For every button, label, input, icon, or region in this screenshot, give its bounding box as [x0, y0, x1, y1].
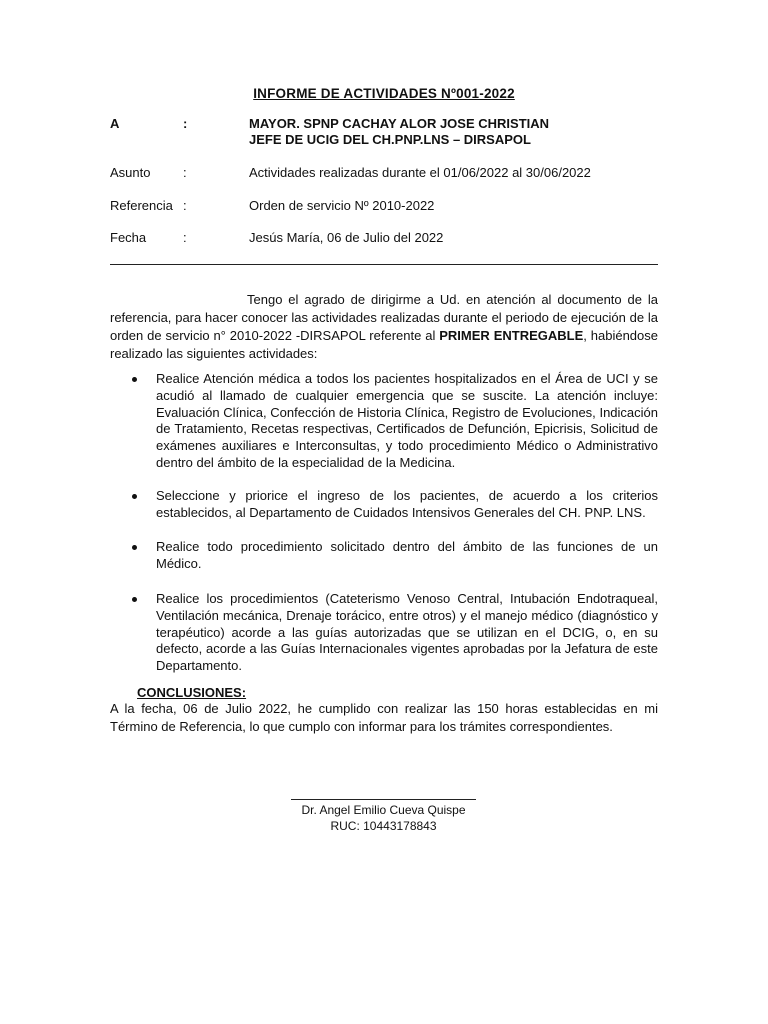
activity-text: Realice Atención médica a todos los pacientes hospitalizados en el Área de UCI y se acudió al llamado de cualquier emergencia que se suscite. La atención incluye: Evaluación Clínica, Confección de Historia Clínica, Registro de Evoluciones, Indicación de Tratamiento, Recetas respectivas, Certificados de Defunción, Epicrisis, Solicitud de exámenes auxiliares e Interconsultas, y todo procedimiento Médico o Administrativo dentro del ámbito de la especialidad de la Medicina. — [156, 371, 658, 470]
subject-colon: : — [183, 165, 187, 180]
signer-name: Dr. Angel Emilio Cueva Quispe — [301, 803, 466, 817]
list-item — [110, 591, 658, 675]
subject-label: Asunto — [110, 165, 151, 180]
intro-paragraph — [110, 291, 658, 363]
activity-text: Seleccione y priorice el ingreso de los pacientes, de acuerdo a los criterios establecidos, al Departamento de Cuidados Intensivos Generales del CH. PNP. LNS. — [156, 487, 658, 520]
conclusions-heading: CONCLUSIONES: — [137, 685, 247, 700]
reference-colon: : — [183, 198, 187, 213]
activity-text: Realice todo procedimiento solicitado dentro del ámbito de las funciones de un Médico. — [156, 539, 658, 572]
list-item — [110, 371, 658, 472]
conclusions-text: A la fecha, 06 de Julio 2022, he cumplido con realizar las 150 horas establecidas en mi Término de Referencia, lo que cumplo con informar para los trámites correspondientes. — [110, 701, 658, 734]
list-item — [110, 539, 658, 573]
to-recipient-name: MAYOR. SPNP CACHAY ALOR JOSE CHRISTIAN — [249, 116, 550, 131]
reference-label: Referencia — [110, 198, 173, 213]
intro-text-end: , habiéndose realizado las siguientes actividades: — [110, 328, 658, 361]
activity-text: Realice los procedimientos (Cateterismo Venoso Central, Intubación Endotraqueal, Ventilación mecánica, Drenaje torácico, entre otros) y el manejo médico (diagnóstico y terapéutico) acorde a las guías autorizadas que se utilizan en el DCIG, o, en su defecto, acorde a las Guías Internacionales vigentes aprobadas por la Jefatura de este Departamento. — [156, 590, 658, 674]
subject-value: Actividades realizadas durante el 01/06/2022 al 30/06/2022 — [249, 165, 591, 180]
signature-line — [291, 799, 476, 800]
signer-ruc: RUC: 10443178843 — [330, 819, 437, 833]
list-item — [110, 488, 658, 522]
intro-text-start: Tengo el agrado de dirigirme a Ud. en atención al documento de la referencia, para hacer conocer las actividades realizadas durante el periodo de ejecución de la orden de servicio n° 2010-2022 -DIRSAPOL referente al — [110, 292, 658, 343]
to-recipient-position: JEFE DE UCIG DEL CH.PNP.LNS – DIRSAPOL — [249, 132, 531, 147]
bullet-icon — [132, 545, 137, 550]
date-colon: : — [183, 230, 187, 245]
document-title: INFORME DE ACTIVIDADES Nº001-2022 — [253, 86, 515, 101]
date-label: Fecha — [110, 230, 147, 245]
bullet-icon — [132, 377, 137, 382]
reference-value: Orden de servicio Nº 2010-2022 — [249, 198, 435, 213]
to-label: A — [110, 116, 120, 131]
to-colon: : — [183, 116, 188, 131]
header-divider — [110, 264, 658, 265]
bullet-icon — [132, 494, 137, 499]
bullet-icon — [132, 597, 137, 602]
activities-list — [110, 371, 658, 675]
intro-deliverable: PRIMER ENTREGABLE — [439, 328, 584, 343]
date-value: Jesús María, 06 de Julio del 2022 — [249, 230, 444, 245]
